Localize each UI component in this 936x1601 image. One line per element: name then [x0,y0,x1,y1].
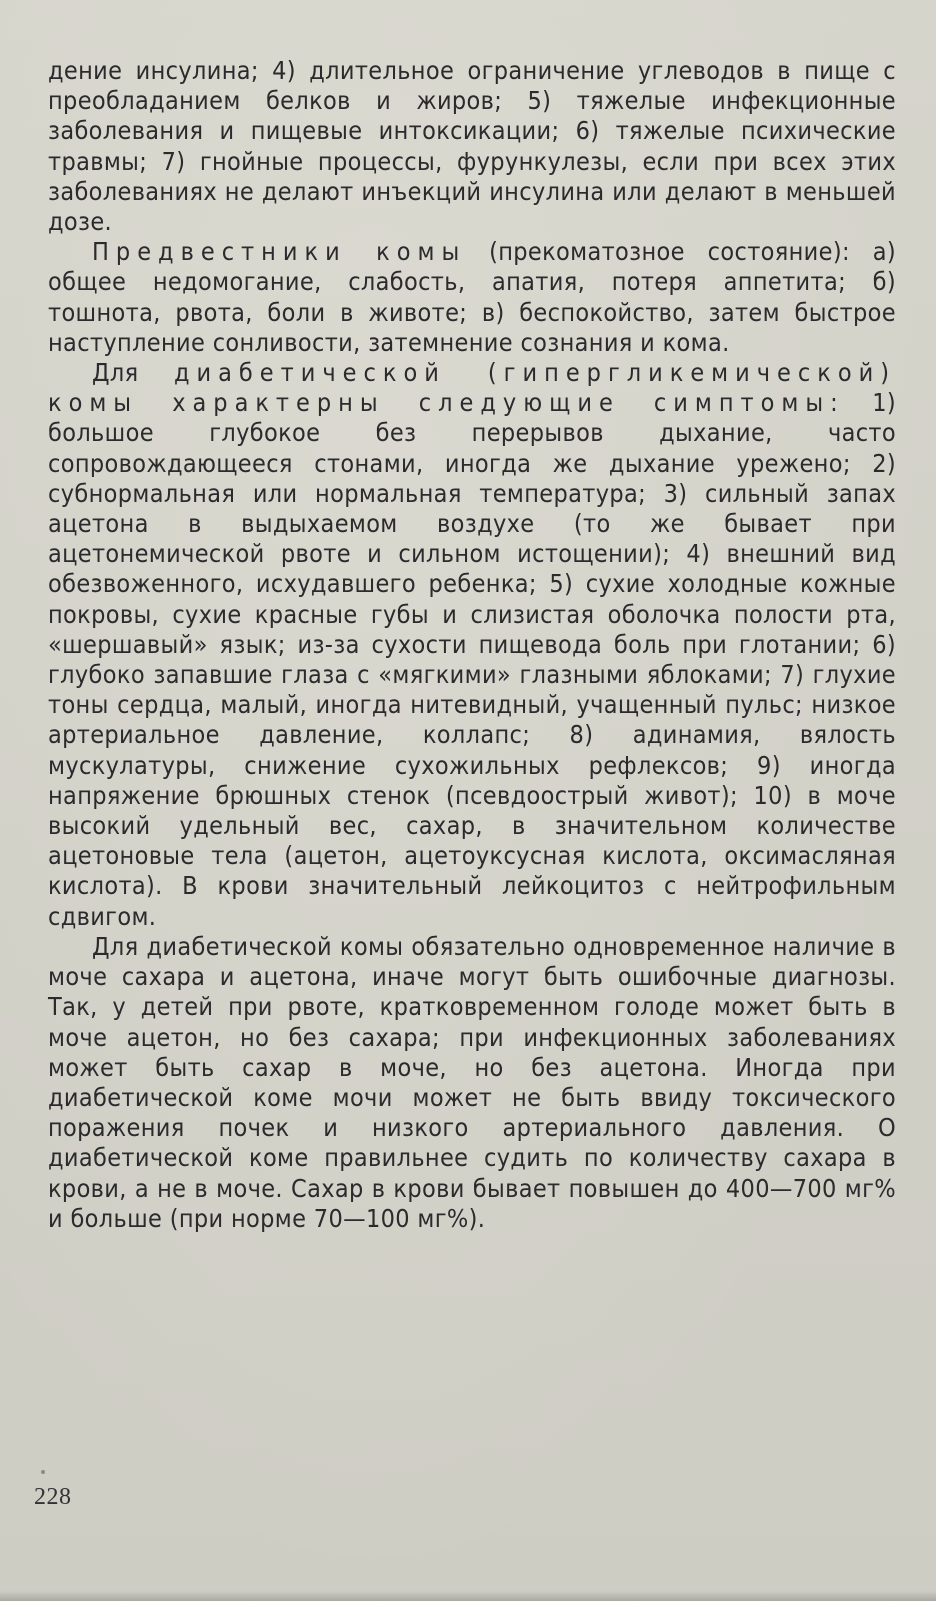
body-text [48,56,896,1234]
symptoms-heading: диабетической (гипергликемической) комы характерны следующие симптомы: [48,358,896,418]
precursors-text: (прекоматозное состояние): а) общее недомогание, слабость, апатия, потеря аппетита; б) тошнота, рвота, боли в животе; в) беспокойство, затем быстрое наступление сонливости, затемнение сознания и кома. [48,237,896,357]
page-bottom-edge [0,1591,936,1601]
paragraph-diabetic-coma-symptoms [48,358,896,932]
symptoms-text: 1) большое глубокое без перерывов дыхание, часто сопровождающееся стонами, иногда же дыхание урежено; 2) субнормальная или нормальная температура; 3) сильный запах ацетона в выдыхаемом воздухе (то же бывает при ацетонемической рвоте и сильном истощении); 4) внешний вид обезвоженного, исхудавшего ребенка; 5) сухие холодные кожные покровы, сухие красные губы и слизистая оболочка полости рта, «шершавый» язык; из-за сухости пищевода боль при глотании; 6) глубоко запавшие глаза с «мягкими» глазными яблоками; 7) глухие тоны сердца, малый, иногда нитевидный, учащенный пульс; низкое артериальное давление, коллапс; 8) адинамия, вялость мускулатуры, снижение сухожильных рефлексов; 9) иногда напряжение брюшных стенок (псевдоострый живот); 10) в моче высокий удельный вес, сахар, в значительном количестве ацетоновые тела (ацетон, ацетоуксусная кислота, оксимасляная кислота). В крови значительный лейкоцитоз с нейтрофильным сдвигом. [48,388,896,931]
symptoms-lead: Для [92,358,174,388]
page-number: 228 [34,1484,72,1510]
print-speck [41,1470,45,1474]
paragraph-causes-continuation: дение инсулина; 4) длительное ограничение углеводов в пище с преобладанием белков и жиров; 5) тяжелые инфекционные заболевания и пищевые интоксикации; 6) тяжелые психические травмы; 7) гнойные процессы, фурункулезы, если при всех этих заболеваниях не делают инъекций инсулина или делают в меньшей дозе. [48,56,896,237]
paragraph-diagnosis-note: Для диабетической комы обязательно одновременное наличие в моче сахара и ацетона, иначе могут быть ошибочные диагнозы. Так, у детей при рвоте, кратковременном голоде может быть в моче ацетон, но без сахара; при инфекционных заболеваниях может быть сахар в моче, но без ацетона. Иногда при диабетической коме мочи может не быть ввиду токсического поражения почек и низкого артериального давления. О диабетической коме правильнее судить по количеству сахара в крови, а не в моче. Сахар в крови бывает повышен до 400—700 мг% и больше (при норме 70—100 мг%). [48,931,896,1233]
paragraph-coma-precursors [48,237,896,358]
precursors-heading: Предвестники комы [92,237,467,267]
